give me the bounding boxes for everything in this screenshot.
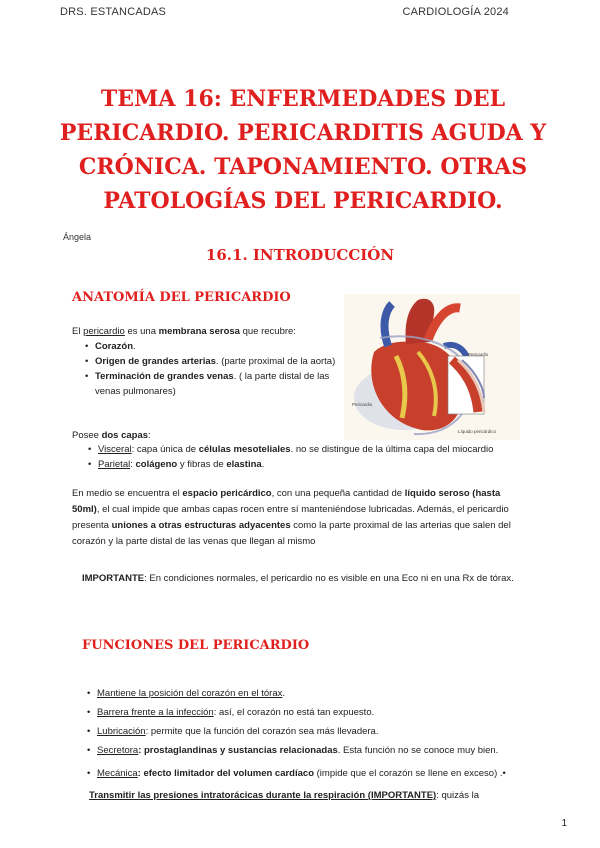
term-pericardio: pericardio <box>83 326 125 337</box>
list-item: • Mecánica: efecto limitador del volumen cardíaco (impide que el corazón se llene en exceso) .• <box>87 764 547 783</box>
list-item: • Corazón. <box>85 339 353 354</box>
important-note: IMPORTANTE: En condiciones normales, el pericardio no es visible en una Eco ni en una Rx de tórax. <box>82 573 514 584</box>
list-item: • Visceral: capa única de células mesoteliales. no se distingue de la última capa del miocardio <box>88 442 528 457</box>
header-left: DRS. ESTANCADAS <box>60 6 167 18</box>
functions-last-line: Transmitir las presiones intratorácicas durante la respiración (IMPORTANTE): quizás la <box>89 790 479 801</box>
author: Ángela <box>63 232 92 242</box>
header-right: CARDIOLOGÍA 2024 <box>402 6 509 18</box>
label-liquido-pericardico: Líquido pericárdico <box>458 429 497 434</box>
list-item: • Origen de grandes arterias. (parte proximal de la aorta) <box>85 354 353 369</box>
heart-pericardium-illustration <box>344 294 520 440</box>
document-title: TEMA 16: ENFERMEDADES DEL PERICARDIO. PERICARDITIS AGUDA Y CRÓNICA. TAPONAMIENTO. OTRAS PATOLOGÍAS DEL PERICARDIO. <box>59 86 547 214</box>
list-item: • Barrera frente a la infección: así, el corazón no está tan expuesto. <box>87 703 547 722</box>
functions-list <box>87 684 547 783</box>
list-item: • Parietal: colágeno y fibras de elastina. <box>88 457 528 472</box>
anatomy-intro: El pericardio es una membrana serosa que recubre: <box>72 326 296 337</box>
layers-intro: Posee dos capas: <box>72 430 151 441</box>
page-number: 1 <box>561 818 567 829</box>
functions-heading: FUNCIONES DEL PERICARDIO <box>82 638 310 653</box>
layers-list <box>88 442 528 472</box>
label-pericardio: Pericardio <box>468 352 489 357</box>
list-item: • Lubricación: permite que la función del corazón sea más llevadera. <box>87 722 547 741</box>
list-item: • Mantiene la posición del corazón en el tórax. <box>87 684 547 703</box>
anatomy-heading: ANATOMÍA DEL PERICARDIO <box>72 290 291 305</box>
pericardial-space-paragraph: En medio se encuentra el espacio pericárdico, con una pequeña cantidad de líquido seroso (hasta 50ml), el cual impide que ambas capas rocen entre sí manteniéndose lubricadas. Además, el pericardio presenta uniones a otras estructuras adyacentes como la parte proximal de las arterias que salen del corazón y la parte distal de las venas que llegan al mismo <box>72 488 511 547</box>
list-item: • Terminación de grandes venas. ( la parte distal de las venas pulmonares) <box>85 369 353 399</box>
label-pericardio-bottom: Pericardio <box>352 402 373 407</box>
anatomy-list <box>85 339 353 399</box>
section-title: 16.1. INTRODUCCIÓN <box>205 246 395 264</box>
list-item: • Secretora: prostaglandinas y sustancias relacionadas. Esta función no se conoce muy bien. <box>87 741 547 760</box>
